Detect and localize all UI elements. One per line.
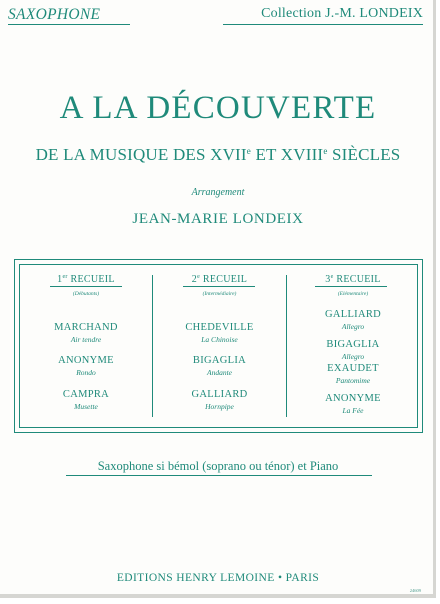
composer-name: EXAUDET: [327, 363, 379, 374]
recueil-heading: 3e RECUEIL: [325, 274, 381, 285]
contents-box: [14, 259, 423, 433]
collection-heading: Collection J.-M. LONDEIX: [261, 6, 423, 21]
subtitle: DE LA MUSIQUE DES XVIIe ET XVIIIe SIÈCLES: [35, 145, 401, 164]
contents-box-inner: [19, 264, 418, 428]
collection-underline: [223, 24, 423, 25]
recueil-heading: 1er RECUEIL: [57, 274, 115, 285]
movement-title: Air tendre: [70, 335, 102, 344]
recueil-column-2: [153, 265, 286, 427]
movement-title: La Fée: [342, 406, 364, 415]
composer-name: BIGAGLIA: [192, 355, 247, 366]
instrument-heading: SAXOPHONE: [8, 6, 101, 23]
recueil-heading-rule: [183, 286, 255, 287]
composer-name: ANONYME: [58, 355, 114, 366]
recueil-column-1: [20, 265, 152, 427]
movement-title: Allegro: [341, 352, 365, 361]
movement-title: Hornpipe: [205, 402, 234, 411]
recueil-column-3: [287, 265, 419, 427]
composer-name: CHEDEVILLE: [185, 322, 254, 333]
arrangement-label: Arrangement: [191, 187, 245, 198]
movement-title: Pantomime: [335, 376, 371, 385]
instrument-underline: [8, 24, 130, 25]
movement-title: La Chinoise: [201, 335, 238, 344]
composer-name: GALLIARD: [324, 309, 382, 320]
composer-name: CAMPRA: [62, 389, 110, 400]
composer-name: MARCHAND: [54, 322, 118, 333]
plate-number: 24609: [409, 588, 421, 593]
recueil-heading-rule: [315, 286, 387, 287]
composer-name: ANONYME: [325, 393, 381, 404]
movement-title: Rondo: [76, 368, 96, 377]
arranger-name: JEAN-MARIE LONDEIX: [132, 211, 304, 227]
recueil-heading: 2e RECUEIL: [191, 274, 248, 285]
recueil-level: (Débutants): [72, 291, 100, 297]
movement-title: Allegro: [341, 322, 365, 331]
composer-name: GALLIARD: [191, 389, 248, 400]
composer-name: BIGAGLIA: [326, 339, 380, 350]
instrumentation-line: Saxophone si bémol (soprano ou ténor) et Piano: [97, 459, 339, 473]
movement-title: Andante: [207, 368, 232, 377]
instrumentation-underline: [66, 475, 372, 476]
main-title: A LA DÉCOUVERTE: [59, 90, 377, 126]
recueil-heading-rule: [50, 286, 122, 287]
publisher-line: EDITIONS HENRY LEMOINE • PARIS: [116, 572, 320, 584]
movement-title: Musette: [74, 402, 98, 411]
recueil-level: (Elémentaire): [337, 291, 369, 297]
recueil-level: (Intermédiaire): [202, 291, 237, 297]
